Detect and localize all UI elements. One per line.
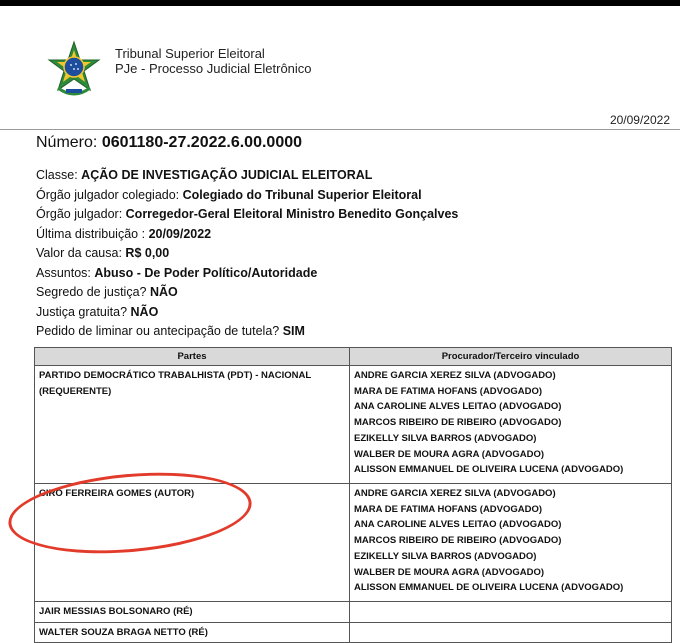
field-value: SIM xyxy=(282,324,305,338)
organization-header xyxy=(115,46,312,76)
field-ultima-distribuicao xyxy=(36,225,458,245)
brasil-coat-of-arms-icon xyxy=(44,40,104,102)
table-row xyxy=(35,602,672,623)
field-justica-gratuita xyxy=(36,303,458,323)
divider xyxy=(0,129,680,130)
lawyer-name: ANDRE GARCIA XEREZ SILVA (ADVOGADO) xyxy=(354,370,556,381)
party-cell: CIRO FERREIRA GOMES (AUTOR) xyxy=(35,484,350,602)
lawyer-name: ANDRE GARCIA XEREZ SILVA (ADVOGADO) xyxy=(354,488,556,499)
process-number-value: 0601180-27.2022.6.00.0000 xyxy=(101,134,303,151)
process-number xyxy=(36,134,302,152)
table-header-row xyxy=(35,348,672,366)
system-name: PJe - Processo Judicial Eletrônico xyxy=(115,61,312,76)
party-cell: PARTIDO DEMOCRÁTICO TRABALHISTA (PDT) - NACIONAL (REQUERENTE) xyxy=(35,366,350,484)
lawyer-name: EZIKELLY SILVA BARROS (ADVOGADO) xyxy=(354,432,537,444)
lawyer-name: MARA DE FATIMA HOFANS (ADVOGADO) xyxy=(354,385,543,397)
field-label: Órgão julgador: xyxy=(36,207,123,221)
field-orgao-colegiado xyxy=(36,186,458,206)
field-value: Colegiado do Tribunal Superior Eleitoral xyxy=(182,187,422,202)
lawyers-cell xyxy=(350,622,672,643)
lawyer-name: WALBER DE MOURA AGRA (ADVOGADO) xyxy=(354,566,544,578)
field-label: Assuntos: xyxy=(36,265,91,280)
field-segredo-justica xyxy=(36,283,458,303)
column-header-procurador: Procurador/Terceiro vinculado xyxy=(350,348,672,366)
top-border xyxy=(0,0,680,6)
field-label: Pedido de liminar ou antecipação de tutela? xyxy=(36,324,280,338)
field-label: Última distribuição : xyxy=(36,226,146,241)
field-value: AÇÃO DE INVESTIGAÇÃO JUDICIAL ELEITORAL xyxy=(81,168,373,182)
lawyers-cell xyxy=(350,602,672,623)
lawyer-name: ANA CAROLINE ALVES LEITAO (ADVOGADO) xyxy=(354,401,562,413)
lawyer-name: ANA CAROLINE ALVES LEITAO (ADVOGADO) xyxy=(354,519,562,531)
lawyers-cell xyxy=(350,366,672,484)
field-value: Abuso - De Poder Político/Autoridade xyxy=(94,265,318,280)
lawyers-cell xyxy=(350,484,672,602)
lawyer-name: MARCOS RIBEIRO DE RIBEIRO (ADVOGADO) xyxy=(354,417,562,429)
lawyer-name: MARA DE FATIMA HOFANS (ADVOGADO) xyxy=(354,503,543,515)
field-assuntos xyxy=(36,264,458,284)
field-value: NÃO xyxy=(130,304,159,319)
party-cell: JAIR MESSIAS BOLSONARO (RÉ) xyxy=(35,602,350,623)
field-valor-causa xyxy=(36,244,458,264)
document-date: 20/09/2022 xyxy=(609,113,670,127)
org-name: Tribunal Superior Eleitoral xyxy=(115,46,265,61)
lawyer-name: WALBER DE MOURA AGRA (ADVOGADO) xyxy=(354,448,544,460)
field-label: Valor da causa: xyxy=(36,246,122,260)
lawyer-name: ALISSON EMMANUEL DE OLIVEIRA LUCENA (ADVOGADO) xyxy=(354,464,624,476)
process-fields xyxy=(36,166,458,342)
table-row xyxy=(35,366,672,484)
field-value: NÃO xyxy=(149,285,178,299)
field-label: Segredo de justiça? xyxy=(36,285,147,299)
field-value: 20/09/2022 xyxy=(148,226,212,241)
party-cell: WALTER SOUZA BRAGA NETTO (RÉ) xyxy=(35,622,350,643)
field-classe xyxy=(36,166,458,186)
process-number-label: Número: xyxy=(36,134,98,151)
field-label: Órgão julgador colegiado: xyxy=(36,187,180,202)
field-value: Corregedor-Geral Eleitoral Ministro Benedito Gonçalves xyxy=(125,207,459,221)
lawyer-name: MARCOS RIBEIRO DE RIBEIRO (ADVOGADO) xyxy=(354,535,562,547)
field-pedido-liminar xyxy=(36,322,458,342)
field-orgao-julgador xyxy=(36,205,458,225)
field-label: Justiça gratuita? xyxy=(36,304,128,319)
column-header-partes: Partes xyxy=(35,348,350,366)
field-label: Classe: xyxy=(36,168,78,182)
table-row xyxy=(35,622,672,643)
lawyer-name: ALISSON EMMANUEL DE OLIVEIRA LUCENA (ADVOGADO) xyxy=(354,582,624,594)
field-value: R$ 0,00 xyxy=(125,246,170,260)
lawyer-name: EZIKELLY SILVA BARROS (ADVOGADO) xyxy=(354,550,537,562)
